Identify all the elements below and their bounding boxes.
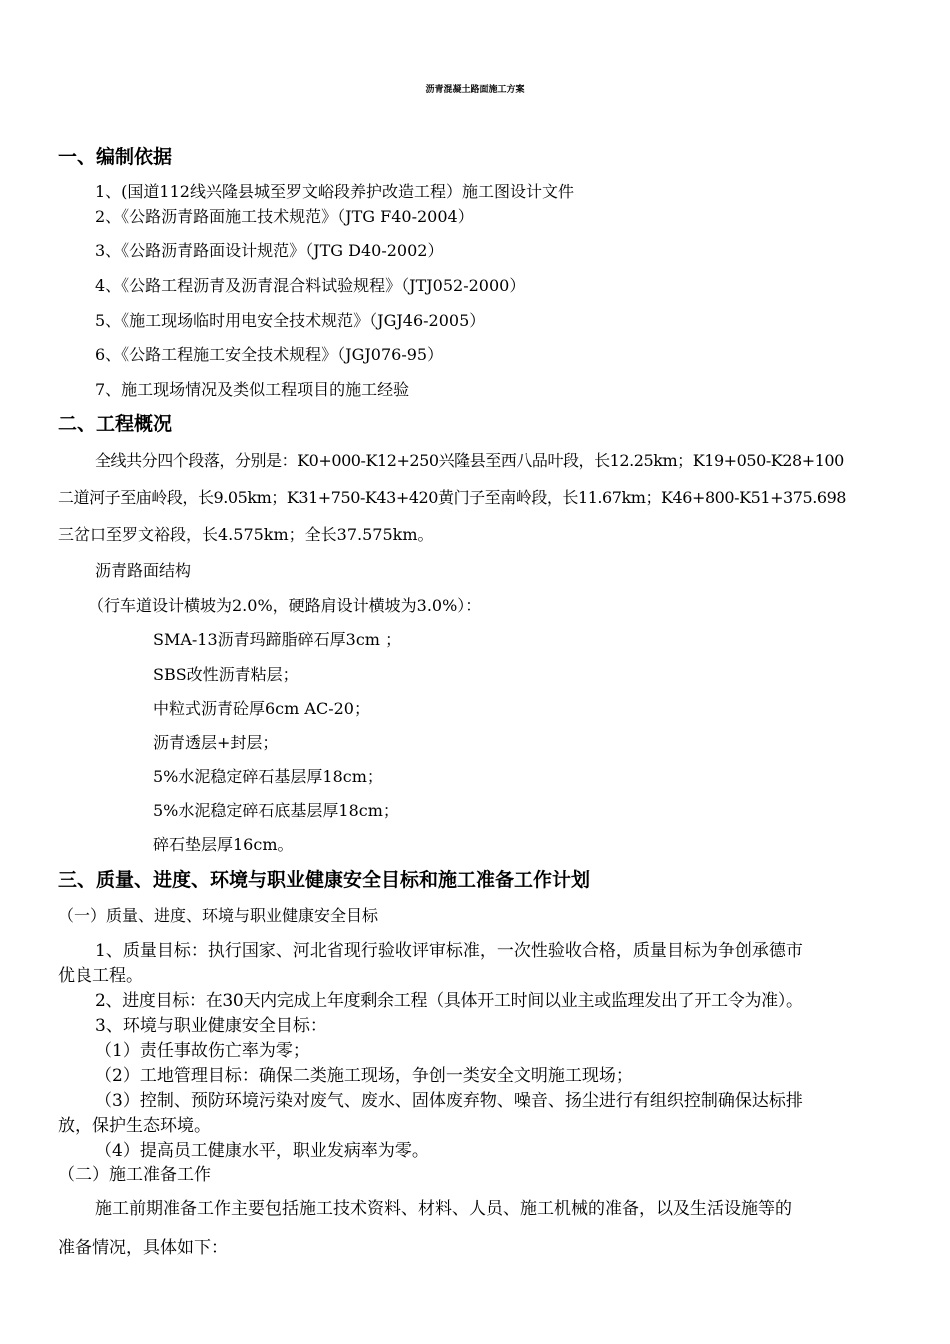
goal-environment: 3、环境与职业健康安全目标：	[95, 1016, 327, 1036]
goal-environment-item: （3）控制、预防环境污染对废气、废水、固体废弃物、噪音、扬尘进行有组织控制确保达标排	[95, 1091, 803, 1111]
section-heading-overview: 二、工程概况	[58, 413, 173, 435]
pavement-layer: SBS改性沥青粘层；	[153, 665, 299, 684]
pavement-layer: 中粒式沥青砼厚6cm AC-20；	[153, 699, 370, 718]
pavement-layer: 沥青透层+封层；	[153, 733, 279, 752]
overview-line: 全线共分四个段落，分别是：K0+000-K12+250兴隆县至西八品叶段，长12.25km；K19+050-K28+100	[95, 451, 844, 470]
basis-item: 4、《公路工程沥青及沥青混合料试验规程》（JTJ052-2000）	[95, 276, 526, 295]
basis-item: 5、《施工现场临时用电安全技术规范》（JGJ46-2005）	[95, 311, 486, 330]
overview-line: 三岔口至罗文裕段，长4.575km；全长37.575km。	[58, 525, 434, 544]
section-heading-goals: 三、质量、进度、环境与职业健康安全目标和施工准备工作计划	[58, 869, 591, 891]
overview-line: 二道河子至庙岭段，长9.05km；K31+750-K43+420黄门子至南岭段，长11.67km；K46+800-K51+375.698	[58, 488, 847, 507]
pavement-layer: 5%水泥稳定碎石基层厚18cm；	[153, 767, 383, 786]
basis-item: 1、(国道112线兴隆县城至罗文峪段养护改造工程）施工图设计文件	[95, 182, 574, 201]
structure-label: 沥青路面结构	[95, 561, 192, 580]
prep-paragraph: 施工前期准备工作主要包括施工技术资料、材料、人员、施工机械的准备，以及生活设施等的	[95, 1199, 792, 1219]
basis-item: 2、《公路沥青路面施工技术规范》（JTG F40-2004）	[95, 207, 474, 226]
basis-item: 6、《公路工程施工安全技术规程》（JGJ076-95）	[95, 345, 444, 364]
goal-quality: 1、质量目标：执行国家、河北省现行验收评审标准，一次性验收合格，质量目标为争创承德市	[95, 941, 803, 961]
goal-environment-item-cont: 放，保护生态环境。	[58, 1116, 211, 1136]
goal-schedule: 2、进度目标：在30天内完成上年度剩余工程（具体开工时间以业主或监理发出了开工令为准）。	[95, 991, 803, 1011]
goal-environment-item: （1）责任事故伤亡率为零；	[95, 1041, 310, 1061]
page-title: 沥青混凝土路面施工方案	[425, 85, 525, 95]
section-heading-basis: 一、编制依据	[58, 146, 173, 168]
prep-paragraph-cont: 准备情况，具体如下：	[58, 1238, 228, 1258]
pavement-layer: SMA-13沥青玛蹄脂碎石厚3cm ；	[153, 630, 402, 649]
basis-item: 3、《公路沥青路面设计规范》（JTG D40-2002）	[95, 241, 444, 260]
basis-item: 7、施工现场情况及类似工程项目的施工经验	[95, 380, 410, 399]
subsection-heading: （一）质量、进度、环境与职业健康安全目标	[58, 906, 379, 925]
goal-environment-item: （2）工地管理目标：确保二类施工现场，争创一类安全文明施工现场；	[95, 1066, 633, 1086]
pavement-layer: 碎石垫层厚16cm。	[153, 835, 294, 854]
slope-note: （行车道设计横坡为2.0%，硬路肩设计横坡为3.0%）：	[88, 596, 482, 615]
goal-quality-cont: 优良工程。	[58, 966, 143, 986]
goal-environment-item: （4）提高员工健康水平，职业发病率为零。	[95, 1141, 429, 1161]
pavement-layer: 5%水泥稳定碎石底基层厚18cm；	[153, 801, 399, 820]
subsection-heading: （二）施工准备工作	[58, 1165, 211, 1185]
